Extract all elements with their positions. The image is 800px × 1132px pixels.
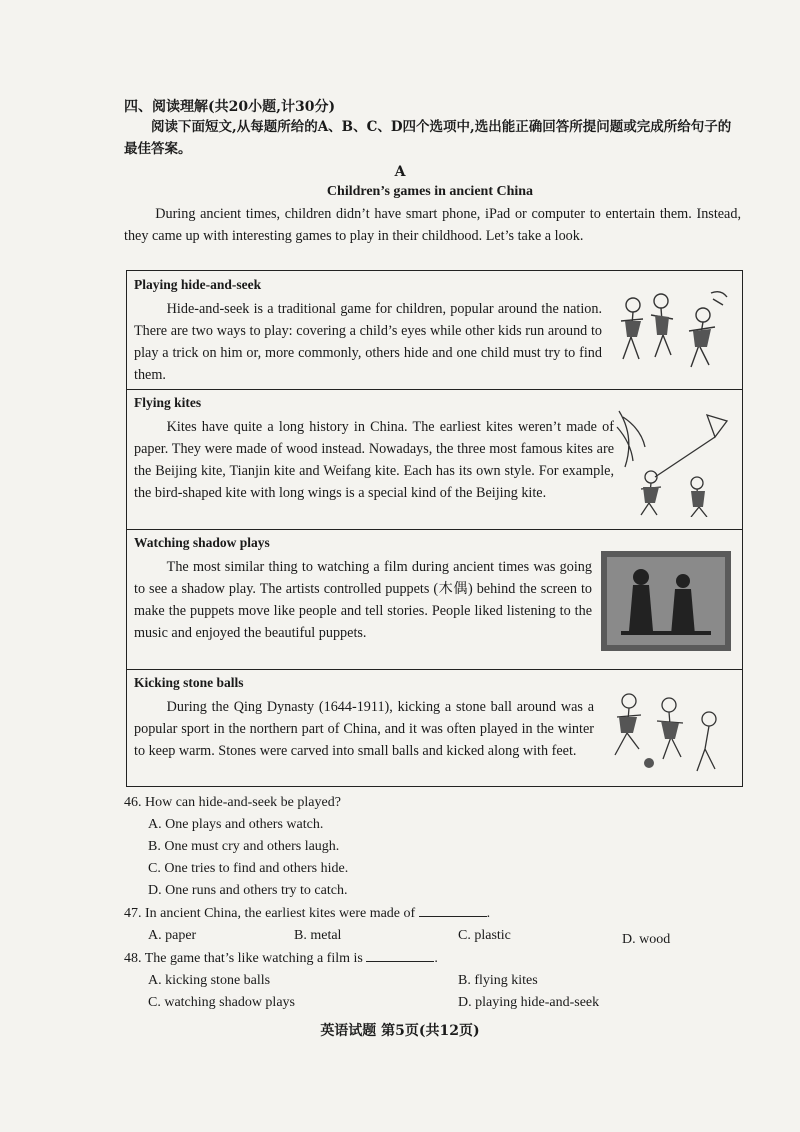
- option-46-c[interactable]: C. One tries to find and others hide.: [148, 861, 349, 876]
- section-instructions: 阅读下面短文,从每题所给的A、B、C、D四个选项中,选出能正确回答所提问题或完成所给句子的最佳答案。: [124, 119, 732, 157]
- option-47-a[interactable]: A. paper: [148, 928, 197, 943]
- passage-intro: During ancient times, children didn’t have smart phone, iPad or computer to entertain them. Instead, they came up with interesting games to play in their childhood. Let’s take a look.: [124, 206, 741, 244]
- section-kicking-stone-balls: [127, 669, 742, 786]
- option-47-b[interactable]: B. metal: [294, 928, 342, 943]
- option-46-b[interactable]: B. One must cry and others laugh.: [148, 839, 340, 854]
- section-heading: Flying kites: [134, 395, 202, 410]
- options-48-row1: [124, 970, 744, 992]
- question-46: 46. How can hide-and-seek be played?: [124, 795, 341, 810]
- section-shadow-plays: [127, 529, 742, 670]
- section-text: Kites have quite a long history in China. The earliest kites weren’t made of paper. They were made of wood instead. Nowadays, the three most famous kites are the Beijing kite, Tianjin kite and Weifang kite. Each has its own style. For example, the bird-shaped kite with long wings is a special kind of the Beijing kite.: [134, 419, 614, 501]
- question-48: 48. The game that’s like watching a film is .: [124, 947, 744, 970]
- passage-label: A: [394, 164, 406, 180]
- section-text: The most similar thing to watching a film during ancient times was going to see a shadow play. The artists controlled puppets (木偶) behind the screen to make the puppets move like people and tell stories. People liked listening to the music and enjoyed the beautiful puppets.: [134, 559, 592, 641]
- passage-title: Children’s games in ancient China: [326, 184, 534, 199]
- games-table: [126, 270, 743, 787]
- hide-and-seek-illustration: [611, 285, 733, 375]
- section-heading: Kicking stone balls: [134, 675, 244, 690]
- question-47: 47. In ancient China, the earliest kites were made of .: [124, 902, 744, 925]
- answer-blank: [419, 902, 487, 917]
- option-48-a[interactable]: A. kicking stone balls: [148, 973, 271, 988]
- option-48-c[interactable]: C. watching shadow plays: [148, 995, 295, 1010]
- section-hide-and-seek: [127, 271, 742, 390]
- section-text: During the Qing Dynasty (1644-1911), kicking a stone ball around was a popular sport in the northern part of China, and it was often played in the winter to keep warm. Stones were carved into small balls and kicked along with feet.: [134, 699, 594, 759]
- options-48-row2: [124, 992, 744, 1014]
- option-48-d[interactable]: D. playing hide-and-seek: [458, 995, 600, 1010]
- answer-blank: [366, 947, 434, 962]
- options-47: [124, 925, 744, 947]
- kite-illustration: [615, 407, 735, 517]
- section-heading: Playing hide-and-seek: [134, 277, 262, 292]
- option-46-d[interactable]: D. One runs and others try to catch.: [148, 883, 348, 898]
- option-48-b[interactable]: B. flying kites: [458, 973, 538, 988]
- questions: [124, 792, 744, 1014]
- option-46-a[interactable]: A. One plays and others watch.: [148, 817, 324, 832]
- section-text: Hide-and-seek is a traditional game for children, popular around the nation. There are two ways to play: covering a child’s eyes while other kids run around to play a trick on him or, more commonly, others hide and one child must try to find them.: [134, 301, 602, 383]
- section-title: 四、阅读理解(共20小题,计30分): [124, 99, 336, 115]
- shadow-play-photo: [601, 551, 731, 651]
- option-47-d[interactable]: D. wood: [622, 932, 671, 947]
- page-footer: 英语试题 第5页(共12页): [320, 1023, 480, 1039]
- section-heading: Watching shadow plays: [134, 535, 270, 550]
- option-47-c[interactable]: C. plastic: [458, 928, 511, 943]
- stone-ball-illustration: [605, 679, 735, 779]
- section-flying-kites: [127, 389, 742, 530]
